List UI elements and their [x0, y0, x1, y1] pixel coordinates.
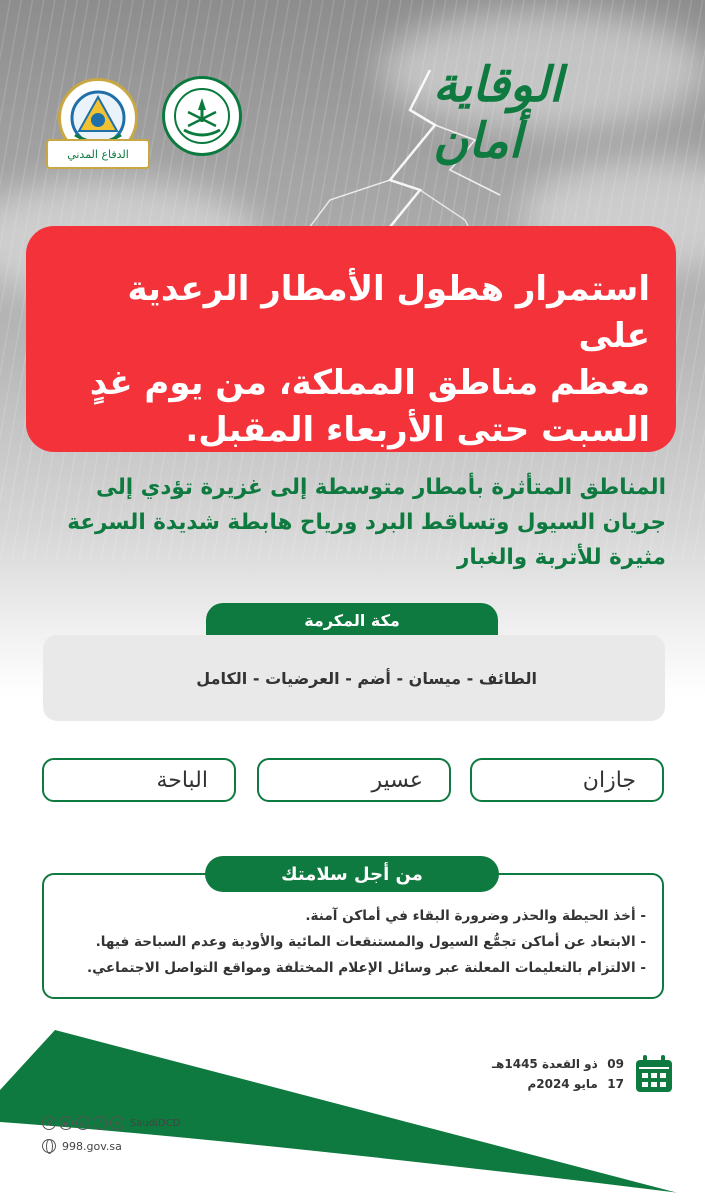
calendar-icon — [634, 1054, 674, 1094]
dates — [492, 1054, 624, 1094]
safety-tip: - الالتزام بالتعليمات المعلنة عبر وسائل الإعلام المختلفة ومواقع التواصل الاجتماعي. — [86, 960, 646, 976]
safety-tip: - أخذ الحيطة والحذر وضرورة البقاء في أماكن آمنة. — [305, 908, 646, 924]
intro-line-1: المناطق المتأثرة بأمطار متوسطة إلى غزيرة تؤدي إلى — [95, 475, 666, 500]
region-pill-baha: الباحة — [42, 758, 236, 802]
telegram-icon[interactable]: ➤ — [110, 1116, 124, 1130]
headline-line-3: السبت حتى الأربعاء المقبل. — [185, 410, 650, 450]
region-pill-asir: عسير — [257, 758, 451, 802]
globe-icon — [42, 1139, 56, 1153]
headline-line-2: معظم مناطق المملكة، من يوم غدٍ — [89, 363, 650, 403]
region-title: مكة المكرمة — [206, 603, 498, 637]
ministry-emblem-icon — [162, 76, 242, 156]
civil-defense-ribbon: الدفاع المدني — [46, 139, 150, 169]
headline-line-1: استمرار هطول الأمطار الرعدية على — [127, 269, 650, 356]
safety-tip: - الابتعاد عن أماكن تجمُّع السيول والمستنقعات المائية والأودية وعدم السباحة فيها. — [95, 934, 646, 950]
campaign-logo — [433, 58, 663, 168]
intro-line-3: مثيرة للأتربة والغبار — [456, 545, 666, 570]
intro-line-2: جريان السيول وتساقط البرد ورياح هابطة شديدة السرعة — [67, 510, 666, 535]
facebook-icon[interactable]: f — [93, 1116, 107, 1130]
region-card — [43, 635, 665, 721]
gregorian-date — [492, 1074, 624, 1094]
alert-headline-banner — [26, 226, 676, 452]
safety-title: من أجل سلامتك — [205, 856, 499, 892]
social-links — [42, 1116, 180, 1130]
hijri-day: 09 — [607, 1057, 624, 1071]
gregorian-month-year: مايو 2024م — [527, 1077, 598, 1091]
x-icon[interactable]: X — [42, 1116, 56, 1130]
affected-areas-intro — [36, 470, 666, 575]
region-cities: الطائف - ميسان - أضم - العرضيات - الكامل — [196, 668, 537, 688]
social-handle[interactable]: SaudiDCD — [130, 1117, 181, 1129]
website-url[interactable]: 998.gov.sa — [62, 1139, 122, 1153]
gregorian-day: 17 — [607, 1077, 624, 1091]
date-block — [492, 1054, 674, 1094]
youtube-icon[interactable]: ▶ — [59, 1116, 73, 1130]
website-link[interactable] — [42, 1139, 122, 1153]
hijri-month-year: ذو القعدة 1445هـ — [491, 1057, 598, 1071]
hijri-date — [492, 1054, 624, 1074]
campaign-logo-text: الوقاية أمان — [433, 57, 563, 169]
instagram-icon[interactable]: ◎ — [76, 1116, 90, 1130]
region-pill-jazan: جازان — [470, 758, 664, 802]
